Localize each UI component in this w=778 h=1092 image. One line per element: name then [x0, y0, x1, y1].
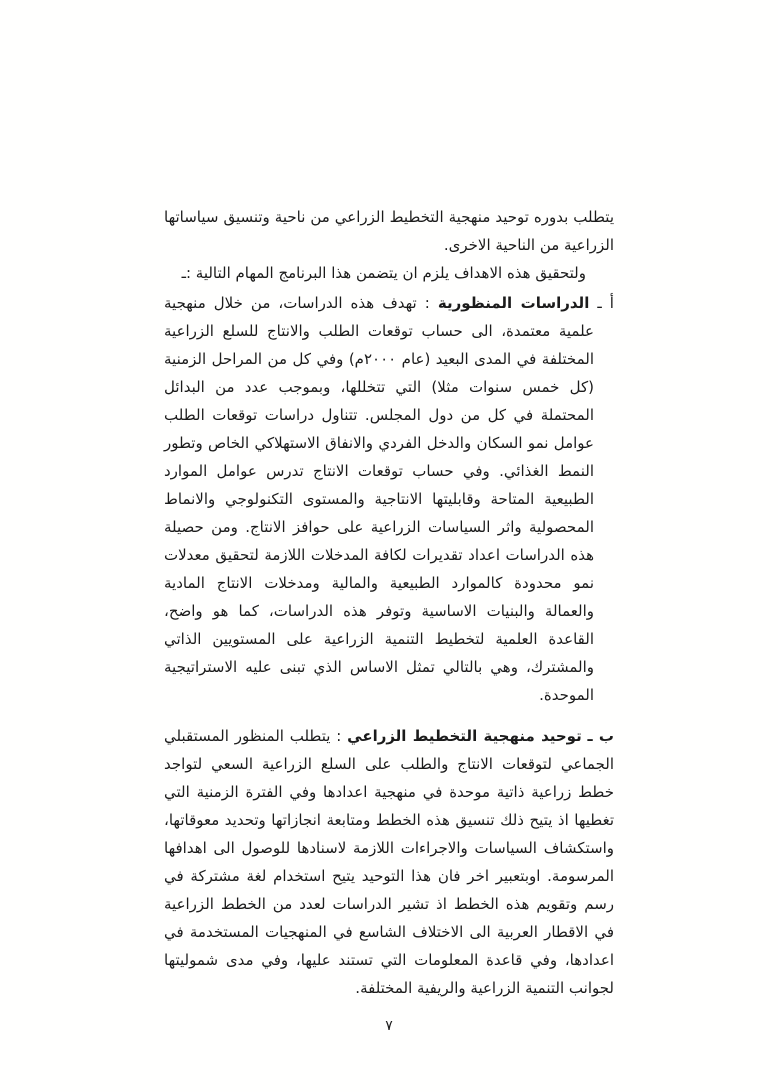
item-a-marker: أ ـ [597, 294, 614, 312]
item-a-title: الدراسات المنظورية [437, 294, 590, 312]
paragraph-objectives: ولتحقيق هذه الاهداف يلزم ان يتضمن هذا البرنامج المهام التالية :ـ [181, 264, 586, 282]
page-number: ٧ [385, 1018, 393, 1034]
item-a-separator: : [424, 294, 430, 312]
item-a-body: تهدف هذه الدراسات، من خلال منهجية علمية معتمدة، الى حساب توقعات الطلب والانتاج للسلع الزراعية المختلفة في المدى البعيد (عام ٢٠٠٠م) وفي كل من المراحل الزمنية (كل خمس سنوات مثلا) التي تتخللها، وبموجب عدد من البدائل المحتملة في كل من دول المجلس. تتناول دراسات توقعات الطلب عوامل نمو السكان والدخل الفردي والانفاق الاستهلاكي الخاص وتطور النمط الغذائي. وفي حساب توقعات الانتاج تدرس عوامل الموارد الطبيعية المتاحة وقابليتها الانتاجية والمستوى التكنولوجي والانماط المحصولية واثر السياسات الزراعية على حوافز الانتاج. ومن حصيلة هذه الدراسات اعداد تقديرات لكافة المدخلات اللازمة لتحقيق معدلات نمو محدودة كالموارد الطبيعية والمالية ومدخلات الانتاج المادية والعمالة والبنيات الاساسية وتوفر هذه الدراسات، كما هو واضح، القاعدة العلمية لتخطيط التنمية الزراعية على المستويين الذاتي والمشترك، وهي بالتالي تمثل الاساس الذي تبنى عليه الاستراتيجية الموحدة. [164, 294, 594, 704]
list-item-a [164, 289, 614, 709]
item-b-marker: ب ـ [587, 727, 614, 745]
list-item-b [164, 722, 614, 1002]
item-b-body: يتطلب المنظور المستقبلي الجماعي لتوقعات الانتاج والطلب على السلع الزراعية السعي لتواجد خطط زراعية ذاتية موحدة في منهجية اعدادها وفي الفترة الزمنية التي تغطيها اذ يتيح ذلك تنسيق هذه الخطط ومتابعة انجازاتها وتحديد معوقاتها، واستكشاف السياسات والاجراءات اللازمة لاسنادها للوصول الى اهدافها المرسومة. اوبتعبير اخر فان هذا التوحيد يتيح استخدام لغة مشتركة في رسم وتقويم هذه الخطط اذ تشير الدراسات لعدد من الخطط الزراعية في الاقطار العربية الى الاختلاف الشاسع في المنهجيات المستخدمة في اعدادها، وفي قاعدة المعلومات التي تستند عليها، وفي مدى شموليتها لجوانب التنمية الزراعية والريفية المختلفة. [164, 727, 614, 997]
item-b-separator: : [336, 727, 342, 745]
page-content [164, 203, 614, 1002]
item-b-title: توحيد منهجية التخطيط الزراعي [347, 727, 582, 745]
paragraph-intro: يتطلب بدوره توحيد منهجية التخطيط الزراعي من ناحية وتنسيق سياساتها الزراعية من الناحية الاخرى. [164, 208, 614, 254]
